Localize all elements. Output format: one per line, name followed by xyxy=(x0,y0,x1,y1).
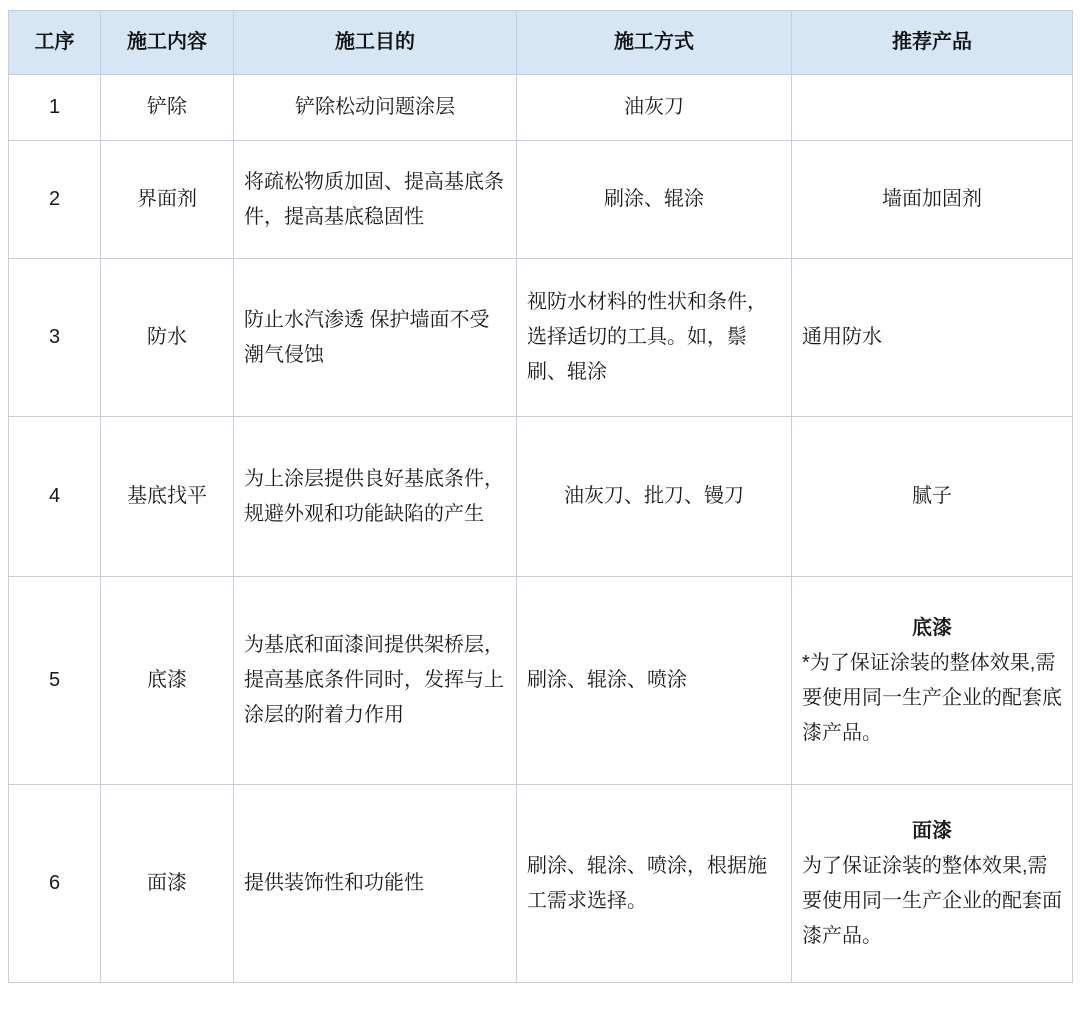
cell-product xyxy=(792,785,1073,983)
cell-step: 3 xyxy=(9,259,101,417)
cell-step: 5 xyxy=(9,577,101,785)
cell-purpose: 为基底和面漆间提供架桥层， 提高基底条件同时，发挥与上涂层的附着力作用 xyxy=(234,577,517,785)
table-row xyxy=(9,785,1073,983)
column-header-product: 推荐产品 xyxy=(792,11,1073,75)
cell-content: 面漆 xyxy=(101,785,234,983)
cell-product xyxy=(792,75,1073,141)
cell-content: 防水 xyxy=(101,259,234,417)
cell-content: 铲除 xyxy=(101,75,234,141)
cell-purpose: 防止水汽渗透 保护墙面不受潮气侵蚀 xyxy=(234,259,517,417)
cell-method: 刷涂、辊涂、喷涂，根据施工需求选择。 xyxy=(517,785,792,983)
table-row xyxy=(9,577,1073,785)
table-header-row xyxy=(9,11,1073,75)
cell-product: 腻子 xyxy=(792,417,1073,577)
column-header-purpose: 施工目的 xyxy=(234,11,517,75)
construction-process-table xyxy=(8,10,1073,983)
cell-step: 4 xyxy=(9,417,101,577)
table-row xyxy=(9,75,1073,141)
table-row xyxy=(9,259,1073,417)
cell-product: 通用防水 xyxy=(792,259,1073,417)
column-header-method: 施工方式 xyxy=(517,11,792,75)
product-title: 底漆 xyxy=(912,616,952,639)
table-row xyxy=(9,417,1073,577)
column-header-step: 工序 xyxy=(9,11,101,75)
cell-method: 刷涂、辊涂 xyxy=(517,141,792,259)
cell-purpose: 铲除松动问题涂层 xyxy=(234,75,517,141)
cell-purpose: 将疏松物质加固、提高基底条件，提高基底稳固性 xyxy=(234,141,517,259)
cell-method: 视防水材料的性状和条件，选择适切的工具。如，鬃刷、辊涂 xyxy=(517,259,792,417)
cell-product xyxy=(792,577,1073,785)
cell-step: 1 xyxy=(9,75,101,141)
cell-method: 油灰刀、批刀、镘刀 xyxy=(517,417,792,577)
cell-product: 墙面加固剂 xyxy=(792,141,1073,259)
cell-method: 油灰刀 xyxy=(517,75,792,141)
cell-method: 刷涂、辊涂、喷涂 xyxy=(517,577,792,785)
cell-content: 界面剂 xyxy=(101,141,234,259)
cell-content: 基底找平 xyxy=(101,417,234,577)
cell-content: 底漆 xyxy=(101,577,234,785)
column-header-content: 施工内容 xyxy=(101,11,234,75)
cell-purpose: 为上涂层提供良好基底条件，规避外观和功能缺陷的产生 xyxy=(234,417,517,577)
product-title: 面漆 xyxy=(912,819,952,842)
cell-step: 6 xyxy=(9,785,101,983)
cell-step: 2 xyxy=(9,141,101,259)
cell-purpose: 提供装饰性和功能性 xyxy=(234,785,517,983)
table-row xyxy=(9,141,1073,259)
product-note: 为了保证涂装的整体效果,需要使用同一生产企业的配套面漆产品。 xyxy=(802,854,1062,947)
product-note: *为了保证涂装的整体效果,需要使用同一生产企业的配套底漆产品。 xyxy=(802,651,1062,744)
